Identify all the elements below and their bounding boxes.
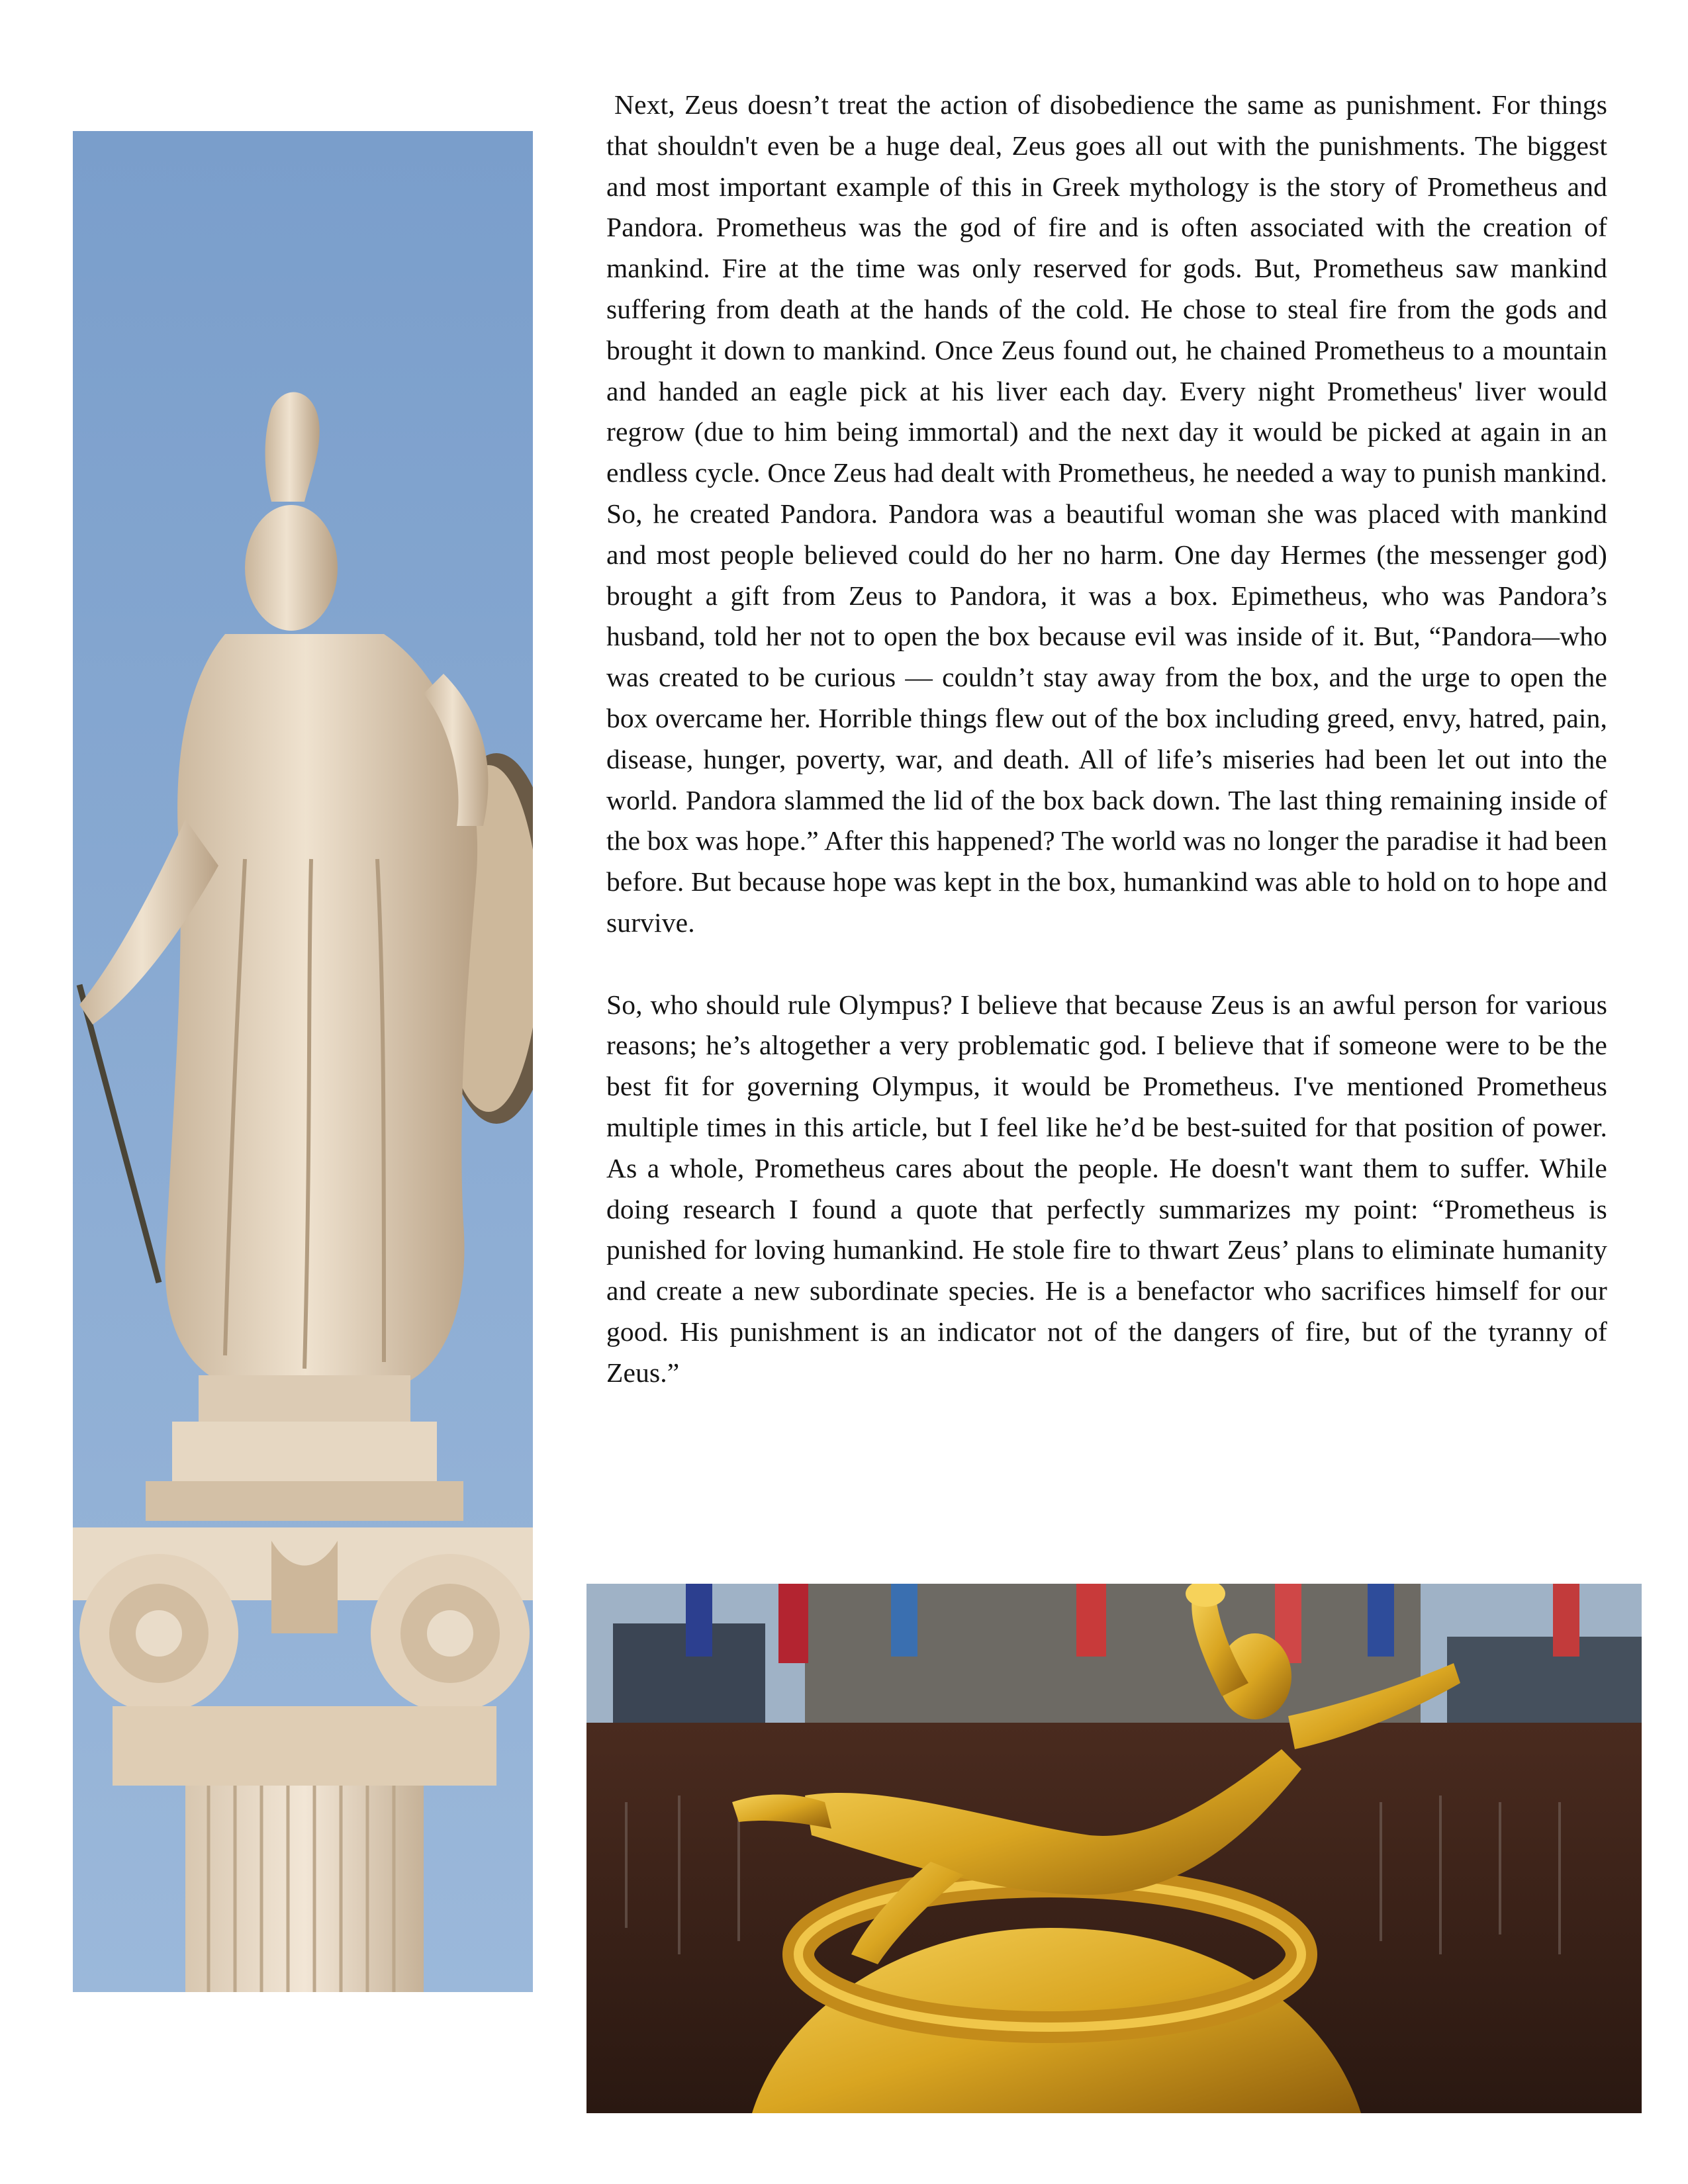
article-paragraph: So, who should rule Olympus? I believe that because Zeus is an awful person for various reasons; he’s altogether a very problematic god. I believe that if someone were to be the best fit for governing Olympus, it would be Prometheus. I've mentioned Prometheus multiple times in this article, but I feel like he’d be best-suited for that position of power. As a whole, Prometheus cares about the people. He doesn't want them to suffer. While doing research I found a quote that perfectly summarizes my point: “Prometheus is punished for loving humankind. He stole fire to thwart Zeus’ plans to eliminate humanity and create a new subordinate species. He is a benefactor who sacrifices himself for our good. His punishment is an indicator not of the dangers of fire, but of the tyranny of Zeus.” bbox=[606, 989, 1607, 1388]
athena-statue-photo bbox=[73, 131, 533, 1992]
prometheus-statue-illustration bbox=[586, 1584, 1642, 2113]
athena-statue-illustration bbox=[73, 131, 533, 1992]
prometheus-statue-photo bbox=[586, 1584, 1642, 2113]
article-paragraph: Next, Zeus doesn’t treat the action of disobedience the same as punishment. For things that shouldn't even be a huge deal, Zeus goes all out with the punishments. The biggest and most important example of this in Greek mythology is the story of Prometheus and Pandora. Prometheus was the god of fire and is often associated with the creation of mankind. Fire at the time was only reserved for gods. But, Prometheus saw mankind suffering from death at the hands of the cold. He chose to steal fire from the gods and brought it down to mankind. Once Zeus found out, he chained Prometheus to a mountain and handed an eagle pick at his liver each day. Every night Prometheus' liver would regrow (due to him being immortal) and the next day it would be picked at again in an endless cycle. Once Zeus had dealt with Prometheus, he needed a way to punish mankind. So, he created Pandora. Pandora was a beautiful woman she was placed with mankind and most people believed could do her no harm. One day Hermes (the messenger god) brought a gift from Zeus to Pandora, it was a box. Epimetheus, who was Pandora’s husband, told her not to open the box because evil was inside of it. But, “Pandora—who was created to be curious — couldn’t stay away from the box, and the urge to open the box overcame her. Horrible things flew out of the box including greed, envy, hatred, pain, disease, hunger, poverty, war, and death. All of life’s miseries had been let out into the world. Pandora slammed the lid of the box back down. The last thing remaining inside of the box was hope.” After this happened? The world was no longer the paradise it had been before. But because hope was kept in the box, humankind was able to hold on to hope and survive. bbox=[606, 89, 1607, 938]
article-body bbox=[606, 85, 1607, 1394]
